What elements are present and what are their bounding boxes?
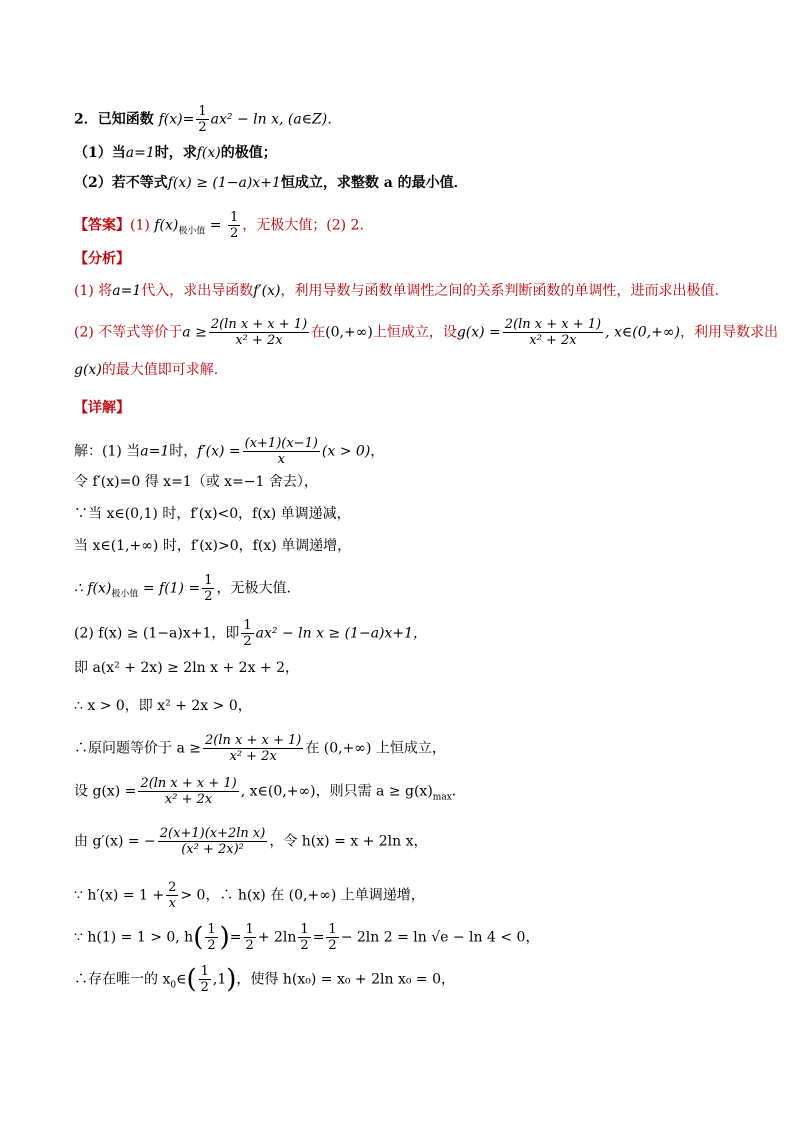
d9b: 在 (0,+∞) 上恒成立， [305,740,446,757]
frac-num: 2(ln x + x + 1) [204,733,302,748]
analysis-l2b: 在 [311,324,326,341]
analysis-l1b: 代入，求出导函数 [141,283,254,299]
analysis-l1a: (1) 将 [74,283,113,299]
d14d: ，使得 h(x₀) = x₀ + 2ln x₀ = 0， [236,971,455,988]
left-paren: ( [186,964,197,995]
frac-den: 2 [300,938,309,953]
analysis-l2-gfrac [503,317,603,348]
part1-cond: a=1 [125,145,155,161]
d13-frac3 [298,922,310,953]
frac-num: 1 [243,618,252,633]
frac-den: 2 [207,938,216,953]
fraction-half [196,104,208,135]
frac-num: 2 [168,880,177,895]
detail-line3: ∵当 x∈(0,1) 时，f′(x)<0，f(x) 单调递减， [74,506,351,522]
d14a: ∴存在唯一的 x [74,971,171,988]
frac-num: 1 [204,573,213,588]
frac-num: 1 [198,104,207,119]
analysis-l2-frac [209,317,309,348]
frac-den: 2 [229,226,239,241]
answer-fraction [228,210,240,241]
answer-line [74,210,364,242]
analysis-l2-g: g(x) = [456,324,501,341]
d10sub: max [432,792,452,803]
detail-line12 [74,880,425,911]
frac-den: x² + 2x [164,792,213,807]
part2-ineq: f(x) ≥ (1−a)x+1 [167,175,281,191]
d1-frac [243,436,320,467]
detail-line10 [74,776,466,808]
frac-den: x [277,452,285,467]
d5a: ∴ f(x) [74,580,112,597]
d10b: , x∈(0,+∞)，则只需 a ≥ g(x) [240,783,433,800]
analysis-l2-gdom: , x∈(0,+∞) [605,324,680,341]
detail-label: 【详解】 [74,400,130,416]
part2-text: 恒成立，求整数 a 的最小值． [280,175,468,191]
d6-frac [241,618,253,649]
detail-line13 [74,922,539,953]
d13-frac2 [244,922,256,953]
d5end: ，无极大值. [216,580,291,597]
detail-line5 [74,573,291,605]
frac-num: 1 [229,210,239,225]
frac-num: (x+1)(x−1) [244,436,318,451]
d14-frac [199,964,211,995]
frac-den: 2 [204,589,213,604]
d9-frac [203,733,303,764]
d13e: − 2ln 2 = ln √e − ln 4 < 0， [340,929,540,946]
part1-label: （1）当 [74,145,126,161]
analysis-l2-dom: (0,+∞) [325,324,373,341]
answer-fx: f(x) [154,217,179,234]
analysis-label: 【分析】 [74,251,130,267]
detail-line9 [74,733,446,764]
d13b: = [229,929,242,946]
d14sub: 0 [170,980,177,991]
part1-end: 的极值； [220,145,277,161]
d14c: ,1 [212,971,227,988]
detail-line2: 令 f′(x)=0 得 x=1（或 x=−1 舍去）， [74,474,318,490]
analysis-l1-fpx: f′(x) [253,283,281,299]
analysis-l2-ineq: a ≥ [182,324,207,341]
d1dom: (x > 0) [321,443,371,460]
d12a: ∵ h′(x) = 1 + [74,887,165,904]
frac-den: 2 [245,938,254,953]
frac-num: 2(x+1)(x+2ln x) [159,826,266,841]
detail-line14 [74,964,455,996]
d13-frac4 [326,922,338,953]
d11a: 由 g′(x) = − [74,833,156,850]
frac-den: x² + 2x [529,333,577,348]
analysis-line2 [74,317,778,348]
frac-den: x² + 2x [235,333,283,348]
question-number: 2． [74,111,98,128]
frac-num: 1 [207,922,216,937]
d10-frac [138,776,238,807]
frac-den: 2 [328,938,337,953]
function-name: f(x)= [158,111,195,128]
frac-num: 1 [200,964,209,979]
frac-den: 2 [198,120,207,135]
frac-num: 2(ln x + x + 1) [504,317,602,332]
d1fp: f′(x) = [197,443,241,460]
d10end: ． [451,783,466,800]
analysis-l3-text: 的最大值即可求解. [101,362,219,378]
d1end: ， [370,443,385,460]
frac-den: x² + 2x [229,749,277,764]
frac-den: x [168,896,176,911]
d14b: ∈ [176,971,187,988]
d1cond: a=1 [140,443,170,460]
answer-end: ，无极大值；(2) 2. [242,217,364,234]
analysis-l3-g: g(x) [74,362,102,378]
analysis-l1-cond: a=1 [112,283,142,299]
frac-num: 1 [245,922,254,937]
part2 [74,173,468,193]
detail-line6 [74,618,427,649]
function-rest: ax² − ln x, (a∈Z)． [210,111,342,128]
detail-line4: 当 x∈(1,+∞) 时，f′(x)>0，f(x) 单调递增， [74,538,352,554]
part1-text: 时，求 [154,145,197,161]
right-paren: ) [219,922,230,953]
d13a: ∵ h(1) = 1 > 0, h [74,929,194,946]
frac-num: 1 [300,922,309,937]
frac-num: 1 [328,922,337,937]
frac-num: 2(ln x + x + 1) [140,776,237,791]
detail-line1 [74,436,384,467]
d11-frac [158,826,268,857]
d13c: + 2ln [257,929,297,946]
part1-fx: f(x) [196,145,221,161]
d11b: ，令 h(x) = x + 2ln x， [269,833,428,850]
d10a: 设 g(x) = [74,783,137,800]
part1 [74,143,277,163]
frac-den: (x² + 2x)² [181,842,244,857]
d5-frac [202,573,214,604]
right-paren: ) [226,964,237,995]
d12b: > 0，∴ h(x) 在 (0,+∞) 上单调递增， [180,887,425,904]
answer-label: 【答案】 [74,217,130,234]
d1a: 解：(1) 当 [74,443,141,460]
question-title [74,104,341,135]
detail-line7: 即 a(x² + 2x) ≥ 2ln x + 2x + 2， [74,660,300,676]
answer-p1: (1) [130,217,150,234]
analysis-l2a: (2) 不等式等价于 [74,324,183,341]
frac-num: 2(ln x + x + 1) [210,317,308,332]
question-intro: 已知函数 [97,111,154,128]
d5b: = f(1) = [138,580,201,597]
d13d: = [312,929,325,946]
frac-den: 2 [243,634,252,649]
d5sub: 极小值 [111,589,139,600]
d9a: ∴原问题等价于 a ≥ [74,740,201,757]
analysis-l2d: ，利用导数求出 [679,324,778,341]
detail-line11 [74,826,428,857]
answer-eq: = [205,217,226,234]
analysis-line3 [74,360,218,380]
d1b: 时， [169,443,198,460]
analysis-l2c: 上恒成立，设 [372,324,457,341]
left-paren: ( [193,922,204,953]
analysis-line1 [74,281,719,301]
d6a: (2) f(x) ≥ (1−a)x+1，即 [74,625,240,642]
detail-line8: ∴ x > 0，即 x² + 2x > 0， [74,698,252,714]
frac-den: 2 [200,980,209,995]
d12-frac [166,880,178,911]
d6b: ax² − ln x ≥ (1−a)x+1， [255,625,428,642]
answer-min-sub: 极小值 [178,226,206,237]
analysis-l1c: ，利用导数与函数单调性之间的关系判断函数的单调性，进而求出极值. [280,283,719,299]
part2-label: （2）若不等式 [74,175,168,191]
d13-frac1 [205,922,217,953]
